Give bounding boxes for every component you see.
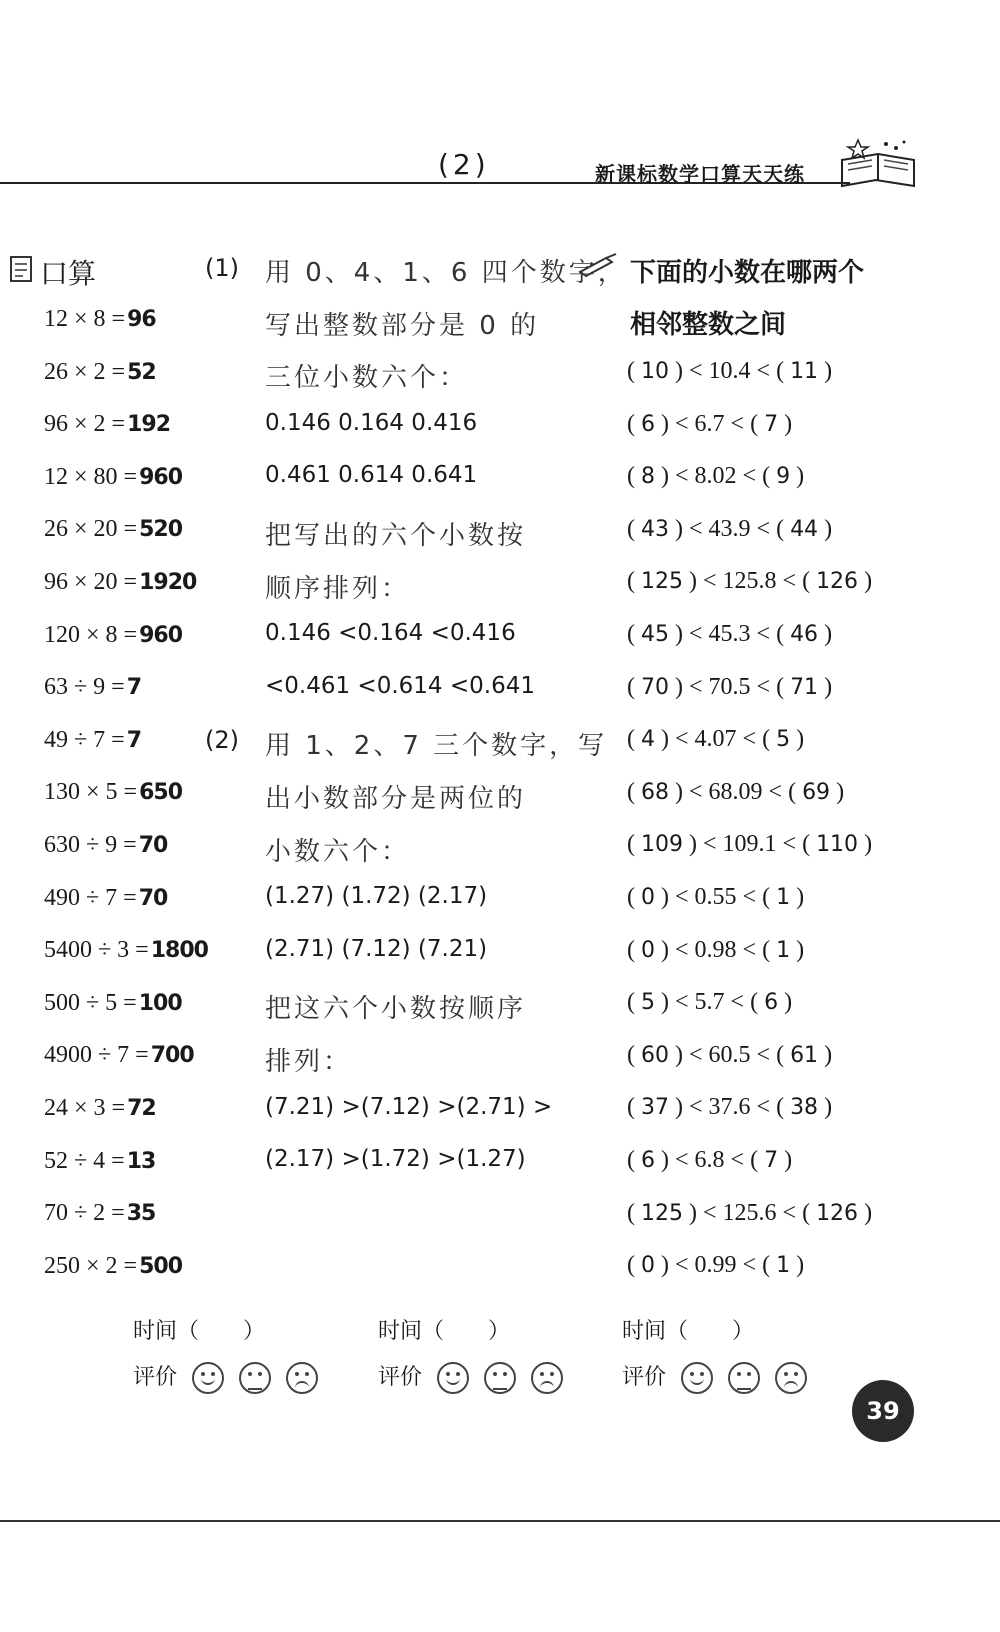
- calc-answer: 960: [139, 623, 183, 648]
- upper-integer: 9: [776, 464, 791, 489]
- range-item: ( 45 ) < 45.3 < ( 46 ): [627, 621, 833, 647]
- handwritten-answer-line: 0.146 <0.164 <0.416: [265, 620, 516, 646]
- evaluation-row-1: [133, 1360, 318, 1394]
- upper-integer: 7: [764, 1148, 779, 1173]
- range-item: ( 0 ) < 0.99 < ( 1 ): [627, 1252, 805, 1278]
- calc-answer: 7: [126, 675, 142, 700]
- lower-integer: 125: [641, 569, 683, 594]
- page-number-badge: 39: [852, 1380, 914, 1442]
- handwritten-answer-line: 0.146 0.164 0.416: [265, 410, 478, 436]
- calc-question: 24 × 3 =: [44, 1095, 126, 1121]
- calc-question: 120 × 8 =: [44, 622, 138, 648]
- decimal-value: 109.1: [722, 831, 777, 857]
- calc-item: [44, 411, 170, 438]
- decimal-value: 70.5: [708, 674, 751, 700]
- decimal-value: 6.8: [694, 1147, 725, 1173]
- section-label-oral-calc: 口算: [40, 257, 97, 290]
- sad-face-icon: [531, 1362, 563, 1394]
- lower-integer: 4: [641, 727, 655, 752]
- lower-integer: 37: [641, 1095, 669, 1120]
- handwritten-answer-line: (2.71) (7.12) (7.21): [265, 936, 488, 962]
- calc-question: 490 ÷ 7 =: [44, 885, 137, 911]
- book-title: 新课标数学口算天天练: [595, 162, 805, 186]
- lower-integer: 8: [641, 464, 655, 489]
- upper-integer: 71: [790, 675, 819, 700]
- handwritten-answer-line: (1.27) (1.72) (2.17): [265, 883, 488, 909]
- range-item: ( 5 ) < 5.7 < ( 6 ): [627, 989, 793, 1015]
- range-item: ( 8 ) < 8.02 < ( 9 ): [627, 463, 805, 489]
- instruction-line: 排列：: [265, 1047, 353, 1077]
- pencil-icon: [576, 252, 622, 278]
- calc-item: [44, 885, 167, 912]
- calc-item: [44, 832, 167, 859]
- evaluation-label: 评价: [133, 1365, 178, 1390]
- calc-question: 96 × 20 =: [44, 569, 138, 595]
- range-item: ( 6 ) < 6.7 < ( 7 ): [627, 411, 793, 437]
- handwritten-answer-line: <0.461 <0.614 <0.641: [265, 673, 535, 699]
- lower-integer: 43: [641, 517, 669, 542]
- lower-integer: 60: [641, 1043, 669, 1068]
- calc-answer: 1920: [139, 570, 197, 595]
- decimal-value: 45.3: [708, 621, 751, 647]
- range-item: ( 10 ) < 10.4 < ( 11 ): [627, 358, 833, 384]
- decimal-value: 10.4: [708, 358, 751, 384]
- sad-face-icon: [286, 1362, 318, 1394]
- decimal-value: 8.02: [694, 463, 737, 489]
- calc-question: 26 × 2 =: [44, 359, 126, 385]
- lower-integer: 70: [641, 675, 669, 700]
- upper-integer: 61: [790, 1043, 819, 1068]
- calc-answer: 650: [139, 780, 183, 805]
- lower-integer: 0: [641, 938, 655, 963]
- calc-item: [44, 1042, 194, 1069]
- calc-question: 49 ÷ 7 =: [44, 727, 125, 753]
- time-field-2: 时间（ ）: [378, 1319, 511, 1344]
- neutral-face-icon: [239, 1362, 271, 1394]
- calc-question: 96 × 2 =: [44, 411, 126, 437]
- range-item: ( 0 ) < 0.55 < ( 1 ): [627, 884, 805, 910]
- time-field-3: 时间（ ）: [622, 1319, 755, 1344]
- decimal-value: 68.09: [708, 779, 763, 805]
- calc-item: [44, 464, 182, 491]
- lower-integer: 0: [641, 885, 655, 910]
- range-item: ( 109 ) < 109.1 < ( 110 ): [627, 831, 873, 857]
- decimal-value: 4.07: [694, 726, 737, 752]
- lower-integer: 6: [641, 412, 655, 437]
- calc-item: [44, 516, 182, 543]
- decimal-value: 125.8: [722, 568, 777, 594]
- calc-item: [44, 569, 196, 596]
- upper-integer: 126: [816, 569, 859, 594]
- part2-label: (2): [205, 726, 239, 754]
- lower-integer: 0: [641, 1253, 655, 1278]
- decimal-value: 60.5: [708, 1042, 751, 1068]
- range-item: ( 43 ) < 43.9 < ( 44 ): [627, 516, 833, 542]
- calc-answer: 13: [126, 1149, 156, 1174]
- calc-answer: 520: [139, 517, 183, 542]
- instruction-line: 三位小数六个：: [265, 363, 469, 393]
- time-field-1: 时间（ ）: [133, 1319, 266, 1344]
- evaluation-label: 评价: [622, 1365, 667, 1390]
- calc-question: 5400 ÷ 3 =: [44, 937, 149, 963]
- calc-answer: 70: [138, 833, 168, 858]
- upper-integer: 6: [764, 990, 779, 1015]
- calc-answer: 72: [127, 1096, 156, 1121]
- decimal-value: 43.9: [708, 516, 751, 542]
- footer-rule: [0, 1520, 1000, 1522]
- calc-item: [44, 306, 156, 333]
- pencil-bullet-icon: [8, 254, 36, 284]
- calc-question: 52 ÷ 4 =: [44, 1148, 125, 1174]
- sad-face-icon: [775, 1362, 807, 1394]
- calc-question: 130 × 5 =: [44, 779, 138, 805]
- upper-integer: 7: [764, 412, 779, 437]
- instruction-line: 用 0、4、1、6 四个数字，: [265, 258, 627, 288]
- upper-integer: 1: [776, 1253, 791, 1278]
- range-item: ( 125 ) < 125.6 < ( 126 ): [627, 1200, 873, 1226]
- happy-face-icon: [437, 1362, 469, 1394]
- section-number: (2): [438, 148, 490, 181]
- part1-label: (1): [205, 254, 239, 282]
- calc-question: 12 × 8 =: [44, 306, 126, 332]
- calc-answer: 52: [127, 360, 156, 385]
- upper-integer: 38: [790, 1095, 819, 1120]
- range-item: ( 125 ) < 125.8 < ( 126 ): [627, 568, 873, 594]
- lower-integer: 45: [641, 622, 669, 647]
- calc-item: [44, 674, 141, 701]
- decimal-value: 0.98: [694, 937, 737, 963]
- calc-item: [44, 1200, 155, 1227]
- calc-item: [44, 937, 208, 964]
- decimal-value: 0.55: [694, 884, 737, 910]
- range-item: ( 0 ) < 0.98 < ( 1 ): [627, 937, 805, 963]
- upper-integer: 46: [790, 622, 819, 647]
- range-item: ( 70 ) < 70.5 < ( 71 ): [627, 674, 833, 700]
- calc-answer: 500: [139, 1254, 183, 1279]
- instruction-line: 小数六个：: [265, 837, 411, 867]
- instruction-line: 把这六个小数按顺序: [265, 994, 527, 1024]
- handwritten-answer-line: (7.21) >(7.12) >(2.71) >: [265, 1094, 553, 1120]
- book-icon: [838, 136, 918, 196]
- happy-face-icon: [681, 1362, 713, 1394]
- decimal-value: 37.6: [708, 1094, 751, 1120]
- upper-integer: 69: [802, 780, 831, 805]
- calc-answer: 192: [127, 412, 171, 437]
- range-item: ( 6 ) < 6.8 < ( 7 ): [627, 1147, 793, 1173]
- range-item: ( 68 ) < 68.09 < ( 69 ): [627, 779, 845, 805]
- calc-question: 70 ÷ 2 =: [44, 1200, 125, 1226]
- calc-question: 63 ÷ 9 =: [44, 674, 125, 700]
- handwritten-answer-line: 0.461 0.614 0.641: [265, 462, 478, 488]
- range-item: ( 37 ) < 37.6 < ( 38 ): [627, 1094, 833, 1120]
- calc-answer: 70: [138, 886, 168, 911]
- evaluation-label: 评价: [378, 1365, 423, 1390]
- happy-face-icon: [192, 1362, 224, 1394]
- upper-integer: 5: [776, 727, 791, 752]
- instruction-line: 用 1、2、7 三个数字，写: [265, 731, 608, 761]
- decimal-value: 6.7: [694, 411, 725, 437]
- calc-item: [44, 779, 182, 806]
- calc-question: 500 ÷ 5 =: [44, 990, 137, 1016]
- calc-item: [44, 1095, 156, 1122]
- neutral-face-icon: [728, 1362, 760, 1394]
- upper-integer: 110: [816, 832, 859, 857]
- calc-item: [44, 990, 182, 1017]
- neutral-face-icon: [484, 1362, 516, 1394]
- range-item: ( 60 ) < 60.5 < ( 61 ): [627, 1042, 833, 1068]
- instruction-line: 写出整数部分是 0 的: [265, 311, 540, 341]
- range-item: ( 4 ) < 4.07 < ( 5 ): [627, 726, 805, 752]
- calc-item: [44, 1148, 155, 1175]
- calc-question: 250 × 2 =: [44, 1253, 138, 1279]
- lower-integer: 109: [641, 832, 683, 857]
- right-section-title-line2: 相邻整数之间: [630, 310, 787, 340]
- evaluation-row-3: [622, 1360, 807, 1394]
- instruction-line: 把写出的六个小数按: [265, 521, 527, 551]
- calc-answer: 35: [126, 1201, 156, 1226]
- decimal-value: 0.99: [694, 1252, 737, 1278]
- right-section-title-line1: 下面的小数在哪两个: [630, 258, 865, 288]
- lower-integer: 68: [641, 780, 669, 805]
- upper-integer: 44: [790, 517, 819, 542]
- evaluation-row-2: [378, 1360, 563, 1394]
- calc-answer: 960: [139, 465, 183, 490]
- calc-question: 26 × 20 =: [44, 516, 138, 542]
- calc-question: 12 × 80 =: [44, 464, 138, 490]
- lower-integer: 10: [641, 359, 669, 384]
- calc-item: [44, 727, 141, 754]
- upper-integer: 126: [816, 1201, 859, 1226]
- decimal-value: 125.6: [722, 1200, 777, 1226]
- calc-item: [44, 359, 156, 386]
- handwritten-answer-line: (2.17) >(1.72) >(1.27): [265, 1146, 526, 1172]
- lower-integer: 125: [641, 1201, 683, 1226]
- calc-answer: 700: [150, 1043, 194, 1068]
- header-rule: [0, 182, 850, 184]
- calc-answer: 100: [138, 991, 182, 1016]
- calc-answer: 1800: [150, 938, 208, 963]
- upper-integer: 1: [776, 938, 791, 963]
- lower-integer: 6: [641, 1148, 655, 1173]
- lower-integer: 5: [641, 990, 655, 1015]
- calc-answer: 96: [127, 307, 156, 332]
- calc-answer: 7: [126, 728, 142, 753]
- calc-question: 4900 ÷ 7 =: [44, 1042, 149, 1068]
- calc-item: [44, 622, 182, 649]
- calc-question: 630 ÷ 9 =: [44, 832, 137, 858]
- upper-integer: 1: [776, 885, 791, 910]
- instruction-line: 出小数部分是两位的: [265, 784, 527, 814]
- upper-integer: 11: [790, 359, 819, 384]
- calc-item: [44, 1253, 182, 1280]
- decimal-value: 5.7: [694, 989, 725, 1015]
- instruction-line: 顺序排列：: [265, 574, 411, 604]
